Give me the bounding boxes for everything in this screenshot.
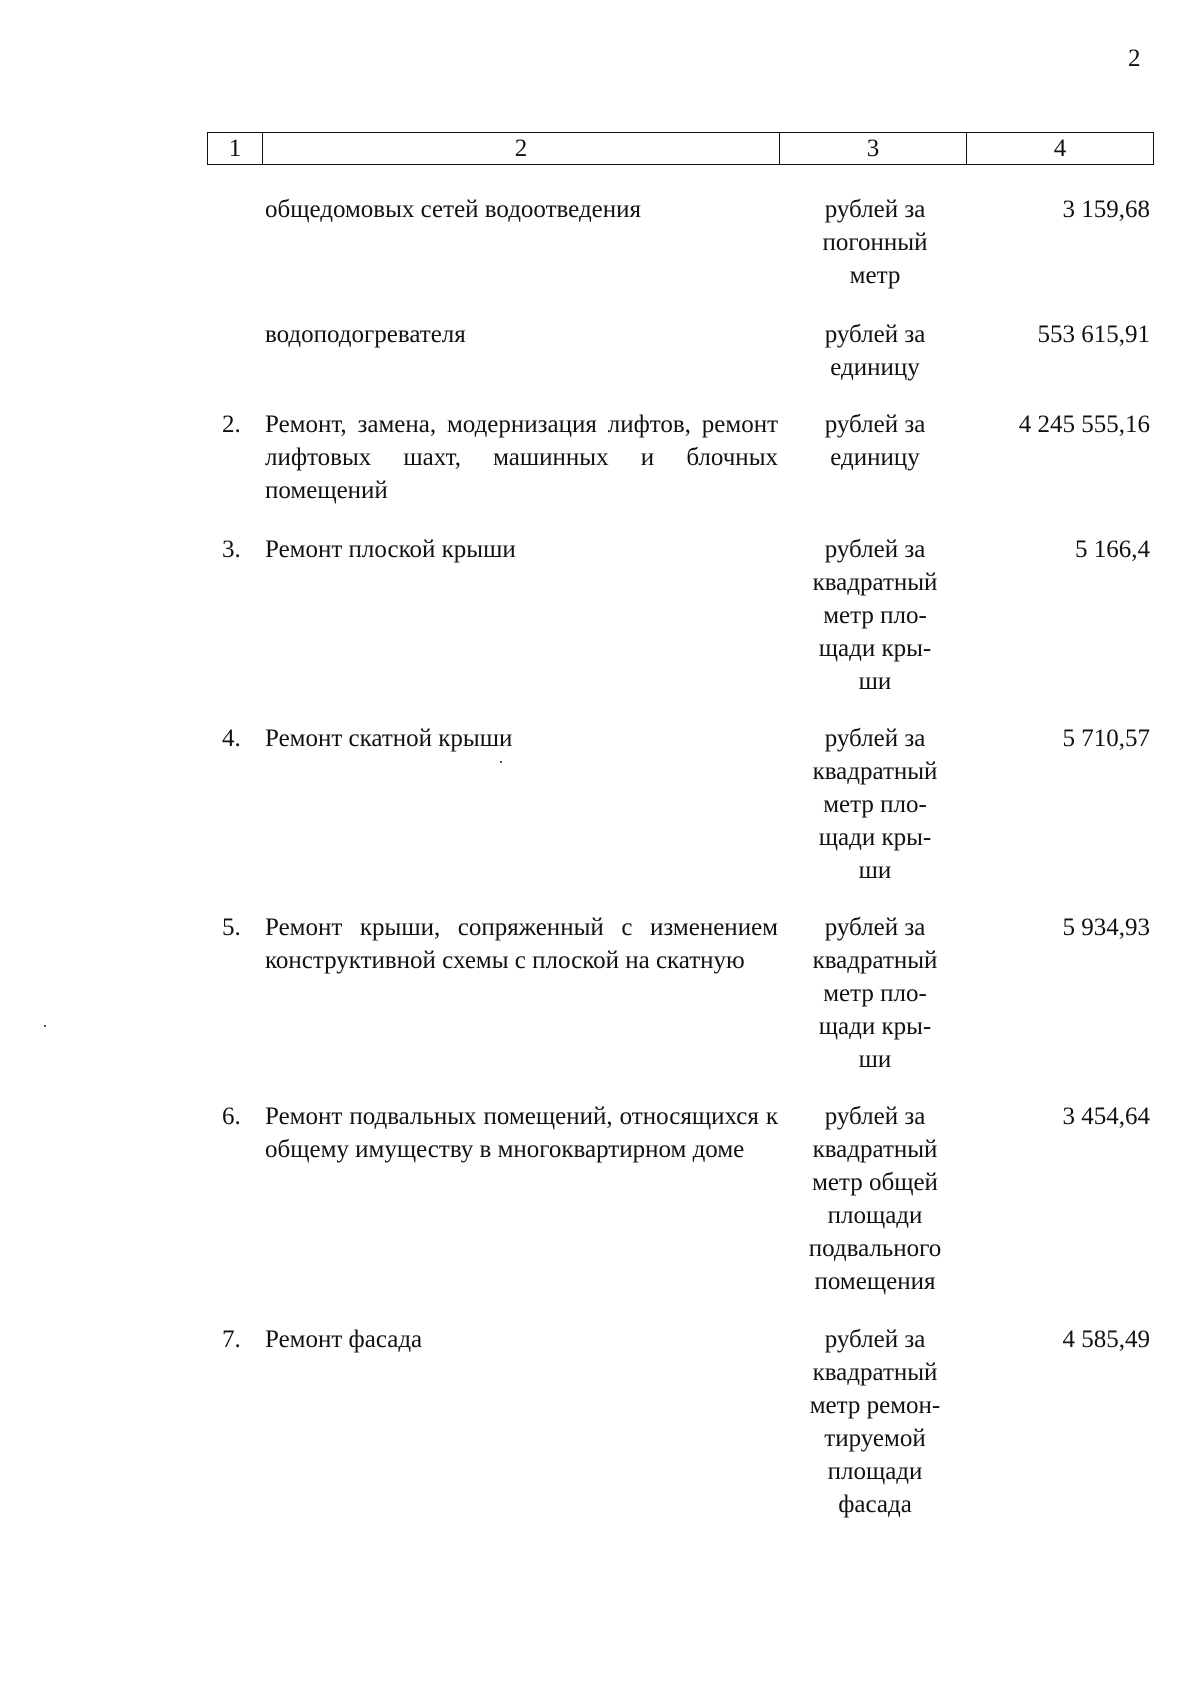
row-number: 6. [222, 1103, 241, 1130]
row-description: Ремонт подвальных помещений, относящихся к общему имуществу в многоквартирном доме [265, 1103, 778, 1163]
unit-line: метр пло- [823, 980, 927, 1007]
unit-line: ши [858, 1046, 892, 1073]
unit-line: площади [827, 1458, 923, 1485]
unit-line: погонный [822, 229, 928, 256]
row-description: Ремонт, замена, модернизация лифтов, ремонт лифтовых шахт, машинных и блочных помещений [265, 411, 778, 504]
unit-line: метр пло- [823, 791, 927, 818]
row-number: 2. [222, 411, 241, 438]
unit-line: метр ремон- [809, 1392, 941, 1419]
row-number: 7. [222, 1326, 241, 1353]
unit-line: квадратный [812, 1359, 938, 1386]
column-header-1: 1 [208, 133, 263, 165]
unit-line: рублей за [824, 411, 926, 438]
row-number: 4. [222, 725, 241, 752]
unit-line: ши [858, 668, 892, 695]
column-header-3: 3 [780, 133, 967, 165]
unit-line: единицу [830, 444, 920, 471]
unit-line: щади кры- [818, 635, 932, 662]
row-value: 5 934,93 [1062, 914, 1150, 941]
row-unit [785, 533, 965, 698]
row-unit [785, 1323, 965, 1521]
column-header-table [207, 132, 1154, 165]
row-description: Ремонт скатной крыши [265, 725, 513, 752]
row-value: 3 159,68 [1062, 196, 1150, 223]
scan-speck [44, 1025, 46, 1027]
row-value: 4 585,49 [1062, 1326, 1150, 1353]
column-header-2: 2 [263, 133, 780, 165]
unit-line: рублей за [824, 196, 926, 223]
unit-line: рублей за [824, 725, 926, 752]
scan-speck [500, 761, 502, 763]
unit-line: помещения [814, 1268, 936, 1295]
unit-line: площади [827, 1202, 923, 1229]
unit-line: фасада [838, 1491, 912, 1518]
row-unit [785, 318, 965, 384]
row-number: 5. [222, 914, 241, 941]
row-description: общедомовых сетей водоотведения [265, 196, 642, 223]
unit-line: рублей за [824, 321, 926, 348]
column-header-row [208, 133, 1154, 165]
unit-line: щади кры- [818, 1013, 932, 1040]
unit-line: рублей за [824, 1103, 926, 1130]
unit-line: метр пло- [823, 602, 927, 629]
unit-line: подвального [808, 1235, 942, 1262]
row-value: 553 615,91 [1037, 321, 1150, 348]
row-description: Ремонт фасада [265, 1326, 423, 1353]
unit-line: ши [858, 857, 892, 884]
unit-line: метр [849, 262, 901, 289]
unit-line: единицу [830, 354, 920, 381]
column-header-4: 4 [967, 133, 1154, 165]
row-value: 4 245 555,16 [1018, 411, 1150, 438]
unit-line: квадратный [812, 1136, 938, 1163]
row-unit [785, 408, 965, 474]
page-number: 2 [1128, 45, 1141, 72]
unit-line: рублей за [824, 1326, 926, 1353]
unit-line: щади кры- [818, 824, 932, 851]
row-unit [785, 722, 965, 887]
row-unit [785, 193, 965, 292]
unit-line: рублей за [824, 536, 926, 563]
row-value: 5 710,57 [1062, 725, 1150, 752]
row-description: Ремонт крыши, сопряженный с изменением конструктивной схемы с плоской на скатную [265, 914, 778, 974]
row-description: Ремонт плоской крыши [265, 536, 516, 563]
unit-line: квадратный [812, 569, 938, 596]
unit-line: тируемой [824, 1425, 926, 1452]
row-unit [785, 911, 965, 1076]
unit-line: рублей за [824, 914, 926, 941]
row-value: 3 454,64 [1062, 1103, 1150, 1130]
row-unit [785, 1100, 965, 1298]
row-description: водоподогревателя [265, 321, 466, 348]
unit-line: квадратный [812, 758, 938, 785]
unit-line: метр общей [812, 1169, 938, 1196]
unit-line: квадратный [812, 947, 938, 974]
row-value: 5 166,4 [1075, 536, 1150, 563]
row-number: 3. [222, 536, 241, 563]
